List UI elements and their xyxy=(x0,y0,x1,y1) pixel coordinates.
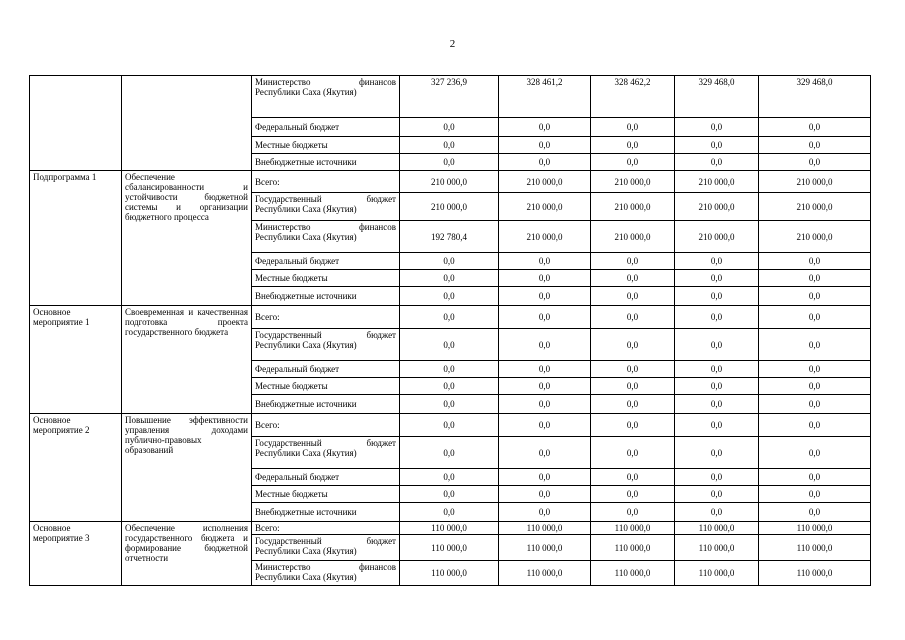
amount-cell: 0,0 xyxy=(675,503,759,522)
amount-cell: 0,0 xyxy=(675,437,759,469)
amount-cell: 110 000,0 xyxy=(675,535,759,561)
amount-cell: 0,0 xyxy=(591,118,675,137)
funding-source-cell xyxy=(252,287,400,306)
amount-cell: 0,0 xyxy=(759,306,871,329)
amount-cell: 192 780,4 xyxy=(400,221,499,253)
amount-cell: 0,0 xyxy=(400,414,499,437)
group-description-cell: Повышение эффективности управления доходами публично-правовых образований xyxy=(122,414,252,522)
amount-cell: 210 000,0 xyxy=(675,193,759,221)
amount-cell: 110 000,0 xyxy=(400,522,499,535)
amount-cell: 0,0 xyxy=(499,437,591,469)
description-cell-empty xyxy=(122,76,252,171)
group-description-cell: Обеспечение сбалансированности и устойчивости бюджетной системы и организации бюджетного процесса xyxy=(122,171,252,306)
amount-cell: 0,0 xyxy=(499,469,591,486)
amount-cell: 0,0 xyxy=(400,137,499,154)
amount-cell: 0,0 xyxy=(400,118,499,137)
amount-cell: 0,0 xyxy=(675,378,759,395)
amount-cell: 0,0 xyxy=(675,329,759,361)
table-row xyxy=(30,522,871,535)
table-row xyxy=(30,414,871,437)
group-name-cell: Основное мероприятие 3 xyxy=(30,522,122,586)
amount-cell: 0,0 xyxy=(591,287,675,306)
amount-cell: 327 236,9 xyxy=(400,76,499,118)
group-cell-empty xyxy=(30,76,122,171)
funding-source-label: Внебюджетные источники xyxy=(255,291,357,301)
amount-cell: 0,0 xyxy=(499,137,591,154)
amount-cell: 110 000,0 xyxy=(499,561,591,586)
amount-cell: 0,0 xyxy=(400,154,499,171)
funding-source-label: Внебюджетные источники xyxy=(255,157,357,167)
amount-cell: 0,0 xyxy=(499,414,591,437)
amount-cell: 110 000,0 xyxy=(591,535,675,561)
amount-cell: 0,0 xyxy=(499,361,591,378)
funding-source-label: Внебюджетные источники xyxy=(255,399,357,409)
funding-source-cell xyxy=(252,378,400,395)
amount-cell: 110 000,0 xyxy=(591,522,675,535)
funding-source-label: Государственный бюджет Республики Саха (Якутия) xyxy=(255,194,396,214)
amount-cell: 0,0 xyxy=(759,287,871,306)
amount-cell: 0,0 xyxy=(759,486,871,503)
funding-source-label: Федеральный бюджет xyxy=(255,472,340,482)
amount-cell: 0,0 xyxy=(675,469,759,486)
amount-cell: 0,0 xyxy=(759,414,871,437)
amount-cell: 0,0 xyxy=(759,270,871,287)
amount-cell: 110 000,0 xyxy=(400,561,499,586)
amount-cell: 0,0 xyxy=(400,378,499,395)
amount-cell: 0,0 xyxy=(759,118,871,137)
amount-cell: 0,0 xyxy=(400,306,499,329)
amount-cell: 0,0 xyxy=(499,118,591,137)
funding-source-cell xyxy=(252,329,400,361)
amount-cell: 0,0 xyxy=(400,486,499,503)
amount-cell: 0,0 xyxy=(591,486,675,503)
amount-cell: 0,0 xyxy=(591,137,675,154)
amount-cell: 110 000,0 xyxy=(675,561,759,586)
amount-cell: 0,0 xyxy=(591,469,675,486)
funding-source-cell xyxy=(252,522,400,535)
table-row xyxy=(30,76,871,118)
amount-cell: 0,0 xyxy=(759,154,871,171)
amount-cell: 0,0 xyxy=(591,414,675,437)
group-name-cell: Основное мероприятие 2 xyxy=(30,414,122,522)
amount-cell: 110 000,0 xyxy=(499,535,591,561)
funding-source-cell xyxy=(252,486,400,503)
funding-source-cell xyxy=(252,193,400,221)
group-name-cell: Основное мероприятие 1 xyxy=(30,306,122,414)
amount-cell: 0,0 xyxy=(591,378,675,395)
amount-cell: 0,0 xyxy=(675,137,759,154)
budget-table xyxy=(29,75,871,586)
amount-cell: 210 000,0 xyxy=(591,193,675,221)
amount-cell: 0,0 xyxy=(675,253,759,270)
amount-cell: 0,0 xyxy=(675,414,759,437)
amount-cell: 0,0 xyxy=(759,253,871,270)
funding-source-label: Всего: xyxy=(255,523,280,533)
funding-source-cell xyxy=(252,561,400,586)
amount-cell: 0,0 xyxy=(759,329,871,361)
amount-cell: 0,0 xyxy=(499,395,591,414)
amount-cell: 210 000,0 xyxy=(591,171,675,193)
amount-cell: 0,0 xyxy=(759,395,871,414)
amount-cell: 210 000,0 xyxy=(675,221,759,253)
amount-cell: 210 000,0 xyxy=(675,171,759,193)
funding-source-cell xyxy=(252,221,400,253)
amount-cell: 0,0 xyxy=(499,329,591,361)
amount-cell: 0,0 xyxy=(400,437,499,469)
amount-cell: 0,0 xyxy=(759,469,871,486)
amount-cell: 0,0 xyxy=(591,395,675,414)
funding-source-label: Всего: xyxy=(255,420,280,430)
amount-cell: 0,0 xyxy=(591,329,675,361)
amount-cell: 210 000,0 xyxy=(759,193,871,221)
funding-source-cell xyxy=(252,437,400,469)
amount-cell: 210 000,0 xyxy=(499,171,591,193)
amount-cell: 110 000,0 xyxy=(499,522,591,535)
funding-source-cell xyxy=(252,469,400,486)
amount-cell: 0,0 xyxy=(759,137,871,154)
amount-cell: 0,0 xyxy=(591,253,675,270)
group-description-cell: Своевременная и качественная подготовка проекта государственного бюджета xyxy=(122,306,252,414)
funding-source-label: Государственный бюджет Республики Саха (Якутия) xyxy=(255,330,396,350)
amount-cell: 0,0 xyxy=(675,361,759,378)
page-number: 2 xyxy=(449,38,456,50)
amount-cell: 210 000,0 xyxy=(591,221,675,253)
amount-cell: 0,0 xyxy=(675,118,759,137)
amount-cell: 0,0 xyxy=(499,486,591,503)
funding-source-label: Федеральный бюджет xyxy=(255,364,340,374)
amount-cell: 0,0 xyxy=(400,469,499,486)
amount-cell: 0,0 xyxy=(675,270,759,287)
amount-cell: 328 462,2 xyxy=(591,76,675,118)
funding-source-label: Государственный бюджет Республики Саха (Якутия) xyxy=(255,438,396,458)
funding-source-cell xyxy=(252,414,400,437)
amount-cell: 210 000,0 xyxy=(400,171,499,193)
group-description-cell: Обеспечение исполнения государственного бюджета и формирование бюджетной отчетности xyxy=(122,522,252,586)
funding-source-cell xyxy=(252,171,400,193)
amount-cell: 210 000,0 xyxy=(759,221,871,253)
amount-cell: 329 468,0 xyxy=(675,76,759,118)
amount-cell: 110 000,0 xyxy=(675,522,759,535)
amount-cell: 110 000,0 xyxy=(759,561,871,586)
funding-source-cell xyxy=(252,503,400,522)
amount-cell: 0,0 xyxy=(499,378,591,395)
funding-source-label: Местные бюджеты xyxy=(255,273,328,283)
funding-source-cell xyxy=(252,535,400,561)
funding-source-cell xyxy=(252,118,400,137)
funding-source-label: Всего: xyxy=(255,176,280,187)
amount-cell: 0,0 xyxy=(591,270,675,287)
amount-cell: 0,0 xyxy=(675,486,759,503)
amount-cell: 0,0 xyxy=(499,270,591,287)
amount-cell: 0,0 xyxy=(400,503,499,522)
amount-cell: 0,0 xyxy=(499,306,591,329)
amount-cell: 0,0 xyxy=(499,287,591,306)
funding-source-cell xyxy=(252,154,400,171)
amount-cell: 210 000,0 xyxy=(759,171,871,193)
funding-source-cell xyxy=(252,306,400,329)
amount-cell: 0,0 xyxy=(499,253,591,270)
amount-cell: 0,0 xyxy=(400,361,499,378)
amount-cell: 0,0 xyxy=(499,154,591,171)
amount-cell: 0,0 xyxy=(759,378,871,395)
amount-cell: 0,0 xyxy=(759,437,871,469)
funding-source-label: Местные бюджеты xyxy=(255,140,328,150)
table-row xyxy=(30,306,871,329)
funding-source-cell xyxy=(252,270,400,287)
funding-source-label: Местные бюджеты xyxy=(255,381,328,391)
amount-cell: 0,0 xyxy=(400,253,499,270)
amount-cell: 110 000,0 xyxy=(759,535,871,561)
amount-cell: 0,0 xyxy=(499,503,591,522)
funding-source-cell xyxy=(252,137,400,154)
amount-cell: 0,0 xyxy=(591,437,675,469)
amount-cell: 210 000,0 xyxy=(499,193,591,221)
amount-cell: 328 461,2 xyxy=(499,76,591,118)
funding-source-cell xyxy=(252,361,400,378)
amount-cell: 110 000,0 xyxy=(759,522,871,535)
amount-cell: 210 000,0 xyxy=(499,221,591,253)
amount-cell: 0,0 xyxy=(400,287,499,306)
funding-source-label: Министерство финансов Республики Саха (Якутия) xyxy=(255,562,396,582)
amount-cell: 0,0 xyxy=(591,361,675,378)
amount-cell: 0,0 xyxy=(591,154,675,171)
amount-cell: 0,0 xyxy=(675,287,759,306)
amount-cell: 110 000,0 xyxy=(400,535,499,561)
group-name-cell: Подпрограмма 1 xyxy=(30,171,122,306)
amount-cell: 0,0 xyxy=(400,395,499,414)
funding-source-cell xyxy=(252,76,400,118)
budget-table-body xyxy=(30,76,871,586)
table-row xyxy=(30,171,871,193)
amount-cell: 329 468,0 xyxy=(759,76,871,118)
amount-cell: 0,0 xyxy=(675,154,759,171)
amount-cell: 0,0 xyxy=(400,329,499,361)
funding-source-label: Министерство финансов Республики Саха (Якутия) xyxy=(255,222,396,242)
funding-source-cell xyxy=(252,253,400,270)
funding-source-label: Федеральный бюджет xyxy=(255,122,340,132)
funding-source-label: Местные бюджеты xyxy=(255,489,328,499)
amount-cell: 210 000,0 xyxy=(400,193,499,221)
amount-cell: 0,0 xyxy=(591,503,675,522)
funding-source-label: Внебюджетные источники xyxy=(255,507,357,517)
amount-cell: 0,0 xyxy=(675,306,759,329)
amount-cell: 0,0 xyxy=(400,270,499,287)
funding-source-label: Федеральный бюджет xyxy=(255,256,340,266)
amount-cell: 0,0 xyxy=(759,503,871,522)
funding-source-label: Министерство финансов Республики Саха (Якутия) xyxy=(255,77,396,97)
amount-cell: 0,0 xyxy=(759,361,871,378)
amount-cell: 0,0 xyxy=(591,306,675,329)
amount-cell: 0,0 xyxy=(675,395,759,414)
funding-source-label: Государственный бюджет Республики Саха (Якутия) xyxy=(255,536,396,556)
funding-source-cell xyxy=(252,395,400,414)
amount-cell: 110 000,0 xyxy=(591,561,675,586)
funding-source-label: Всего: xyxy=(255,312,280,322)
